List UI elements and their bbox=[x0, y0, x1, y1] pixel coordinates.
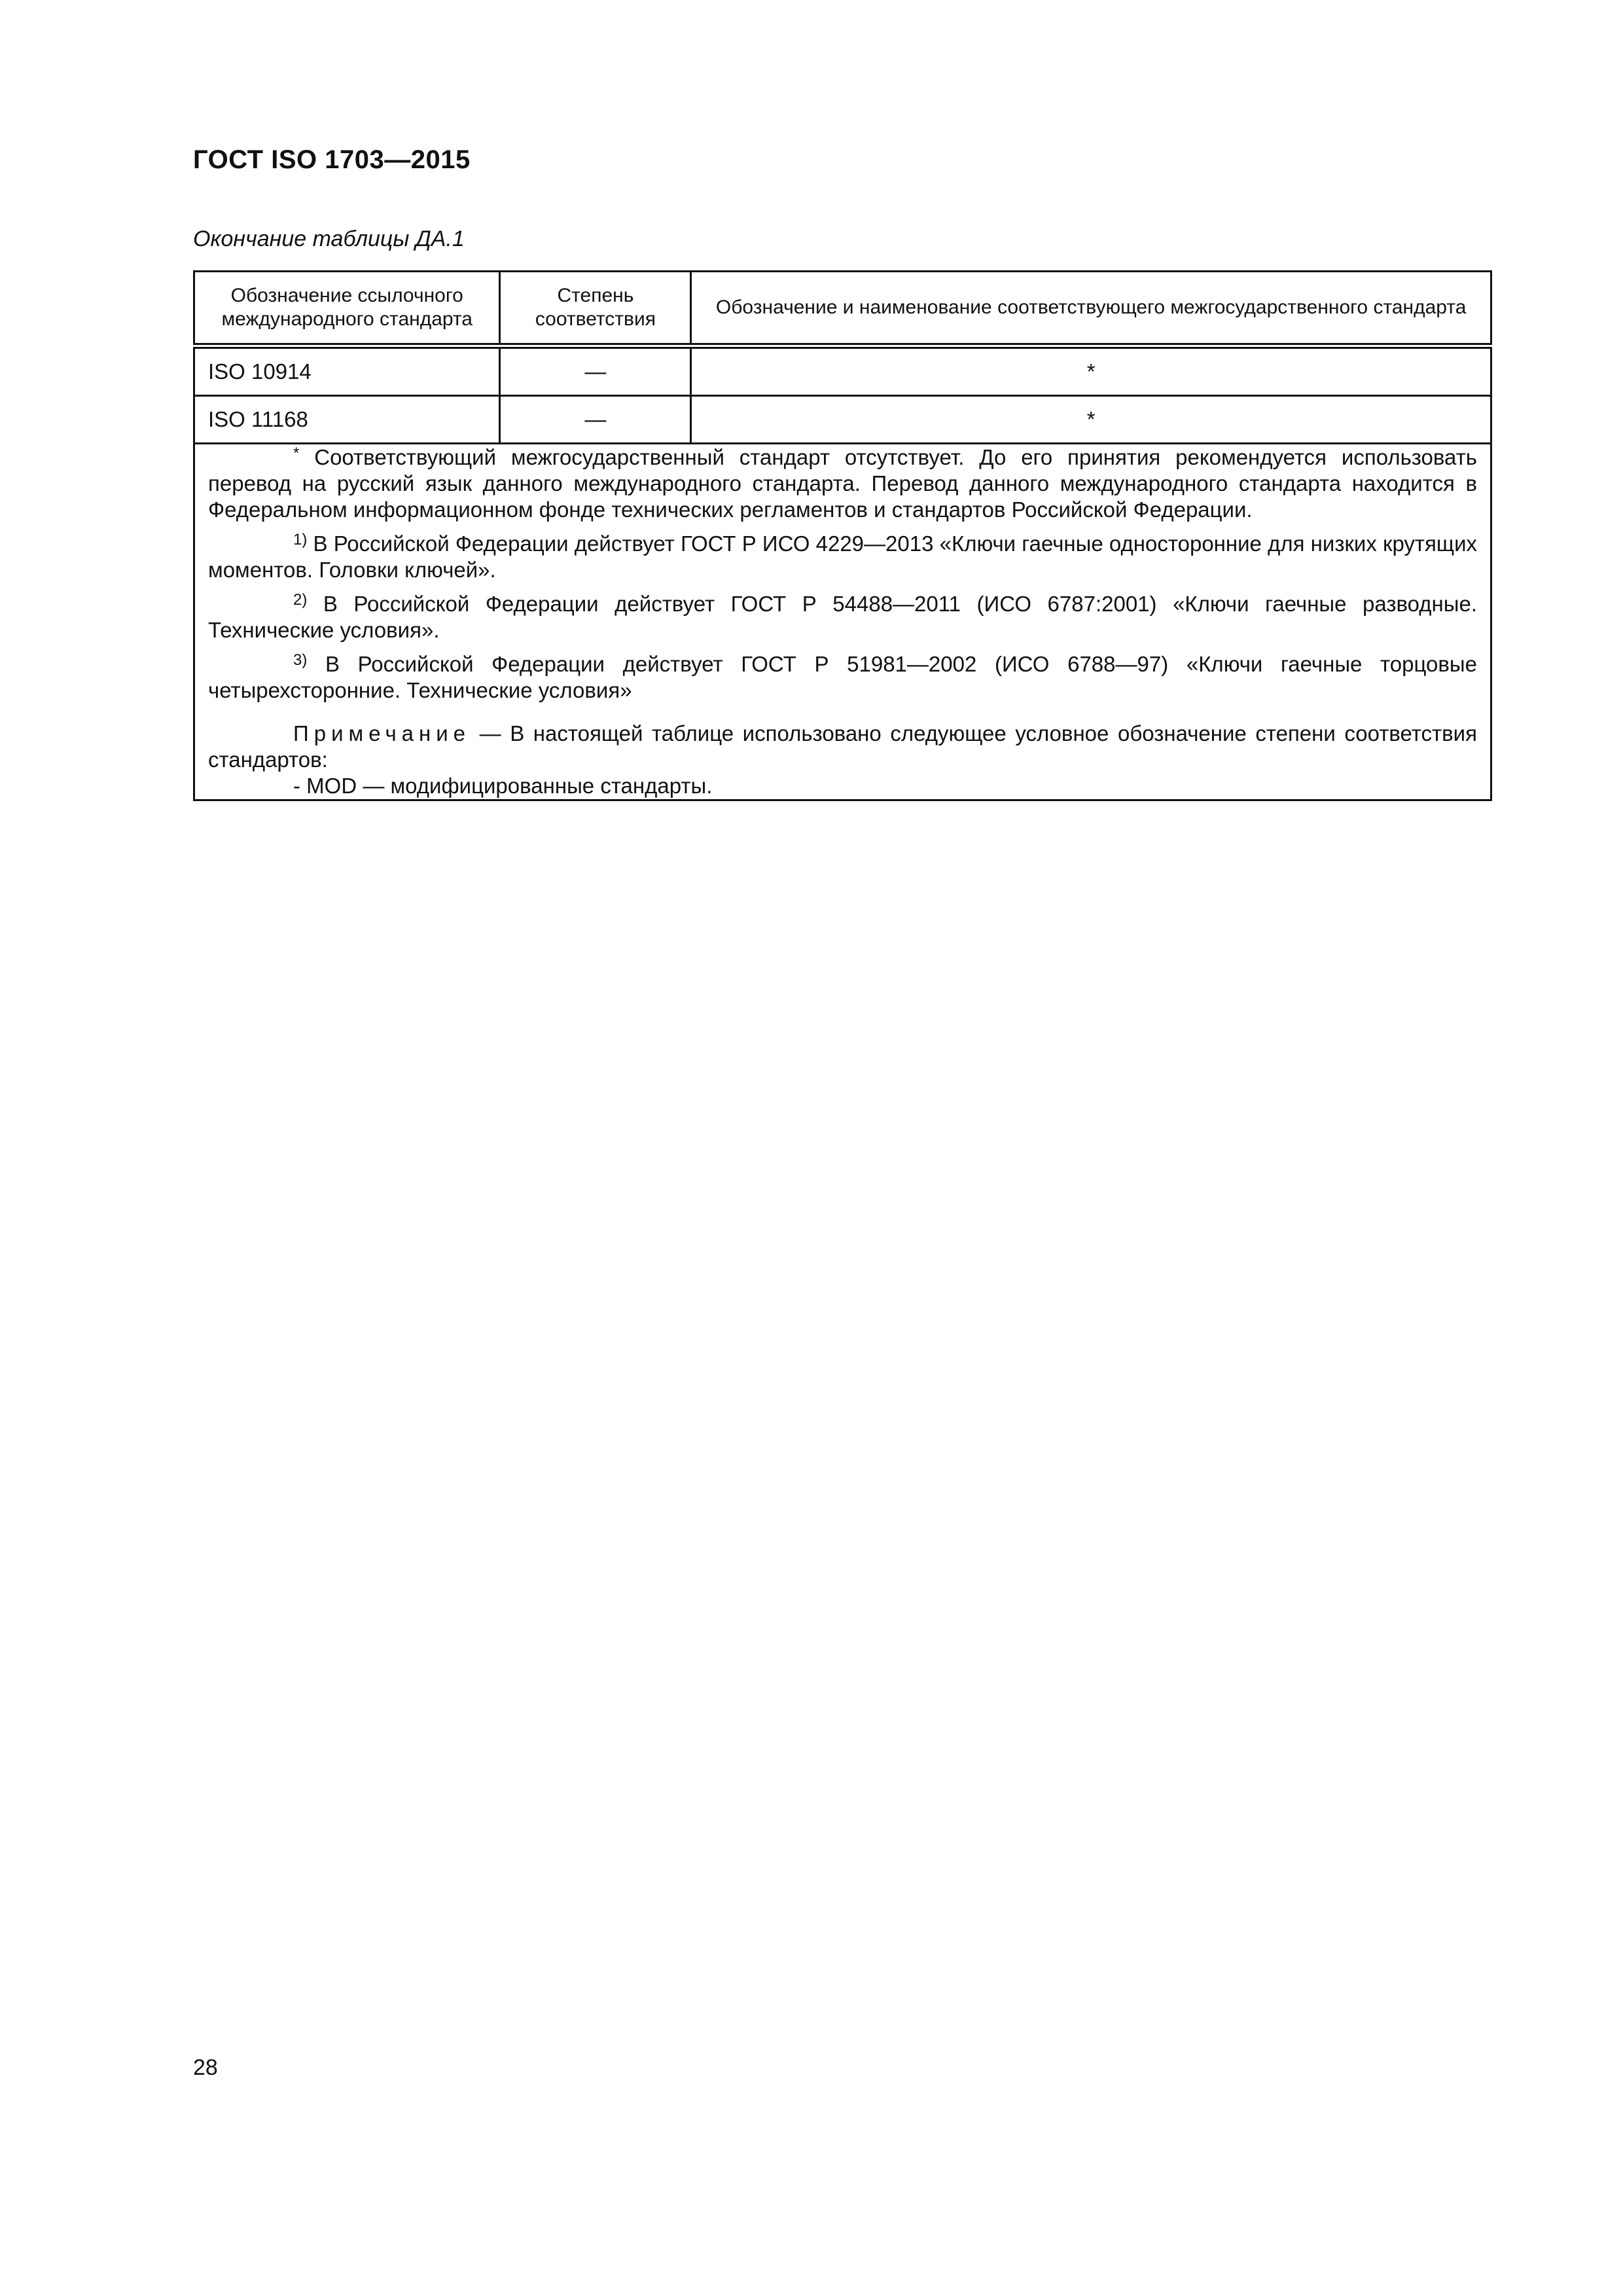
footnote-star bbox=[208, 444, 1477, 523]
footnote-1 bbox=[208, 531, 1477, 583]
footnote-text: В Российской Федерации действует ГОСТ Р 54488—2011 (ИСО 6787:2001) «Ключи гаечные разводные. Технические условия». bbox=[208, 592, 1477, 642]
degree-cell: — bbox=[500, 346, 691, 396]
table-row bbox=[194, 396, 1491, 444]
remark-text: — В настоящей таблице использовано следующее условное обозначение степени соответствия стандартов: bbox=[208, 721, 1477, 772]
remark-label: Примечание bbox=[293, 721, 471, 745]
standard-designation-cell: ISO 11168 bbox=[194, 396, 500, 444]
table-notes-row bbox=[194, 444, 1491, 800]
document-code-header: ГОСТ ISO 1703—2015 bbox=[193, 145, 471, 174]
table-caption: Окончание таблицы ДА.1 bbox=[193, 226, 465, 251]
footnote-text: В Российской Федерации действует ГОСТ Р 51981—2002 (ИСО 6788—97) «Ключи гаечные торцовые четырехсторонние. Технические условия» bbox=[208, 652, 1477, 702]
interstate-standard-cell: * bbox=[691, 396, 1491, 444]
footnote-3 bbox=[208, 651, 1477, 704]
footnote-2 bbox=[208, 591, 1477, 643]
degree-cell: — bbox=[500, 396, 691, 444]
page-number: 28 bbox=[193, 2055, 218, 2080]
table-header-row bbox=[194, 272, 1491, 346]
footnote-mark: 3) bbox=[293, 651, 308, 669]
table-remark bbox=[208, 721, 1477, 773]
footnote-mark: 1) bbox=[293, 531, 308, 548]
standard-designation-cell: ISO 10914 bbox=[194, 346, 500, 396]
footnote-mark: * bbox=[293, 444, 300, 462]
remark-list-item: - MOD — модифицированные стандарты. bbox=[293, 774, 713, 798]
column-header-interstate-standard: Обозначение и наименование соответствующего межгосударственного стандарта bbox=[691, 272, 1491, 346]
reference-standards-table bbox=[193, 270, 1492, 801]
interstate-standard-cell: * bbox=[691, 346, 1491, 396]
column-header-international-standard: Обозначение ссылочного международного стандарта bbox=[194, 272, 500, 346]
footnote-text: Соответствующий межгосударственный стандарт отсутствует. До его принятия рекомендуется использовать перевод на русский язык данного международного стандарта. Перевод данного международного стандарта находится в Федеральном информационном фонде технических регламентов и стандартов Российской Федерации. bbox=[208, 445, 1477, 522]
column-header-degree-of-conformity: Степень соответствия bbox=[500, 272, 691, 346]
footnote-mark: 2) bbox=[293, 591, 308, 609]
footnote-text: В Российской Федерации действует ГОСТ Р ИСО 4229—2013 «Ключи гаечные односторонние для низких крутящих моментов. Головки ключей». bbox=[208, 531, 1478, 582]
table-notes bbox=[194, 444, 1491, 800]
table-row bbox=[194, 346, 1491, 396]
